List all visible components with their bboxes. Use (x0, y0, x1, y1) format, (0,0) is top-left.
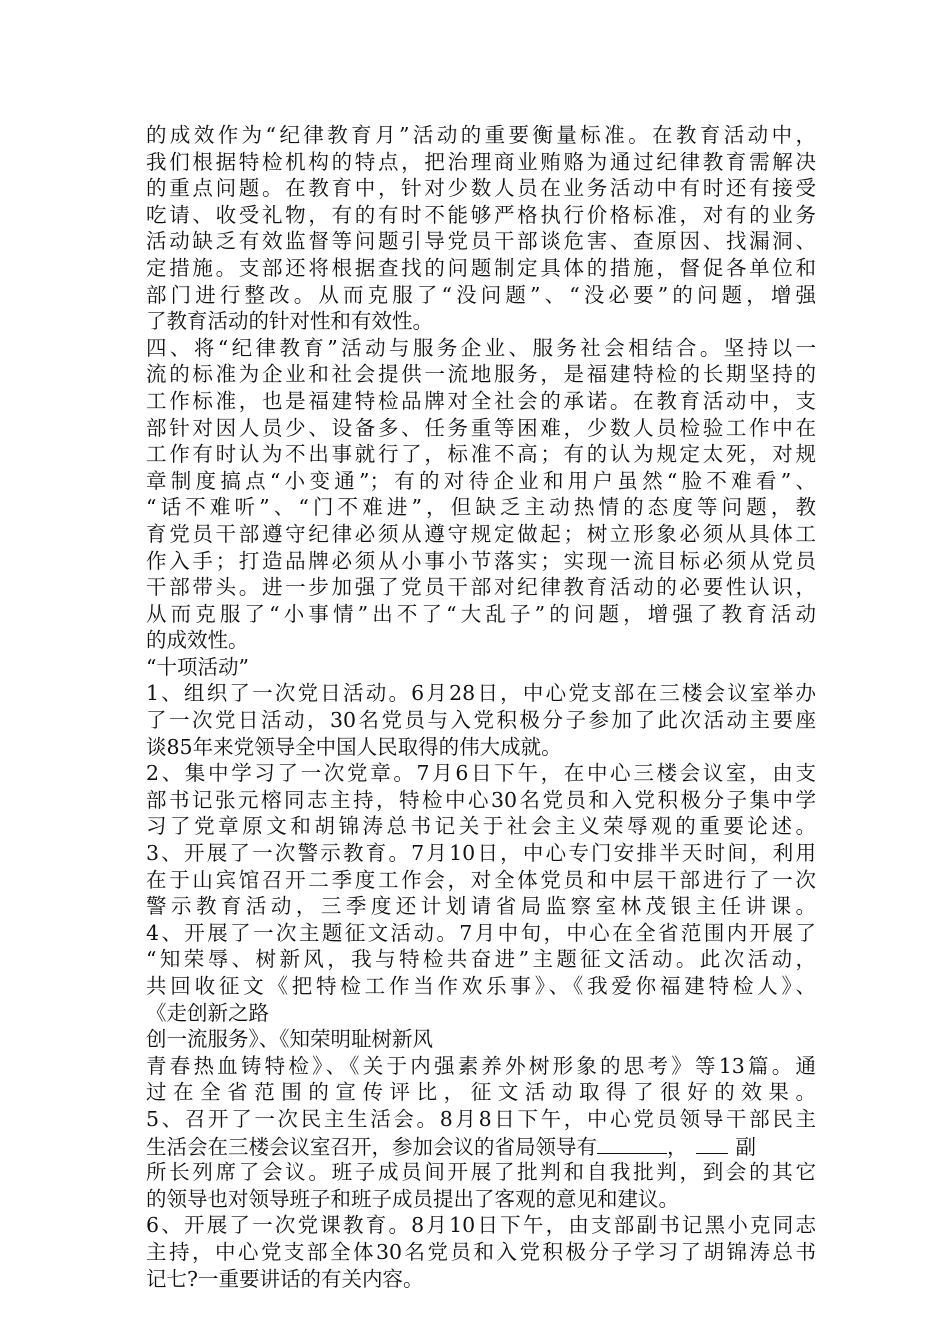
text-line: 工作有时认为不出事就行了，标准不高；有的认为规定太死，对规 (146, 442, 816, 467)
text-line: “话不难听”、“门不难进”，但缺乏主动热情的态度等问题，教 (146, 495, 816, 520)
text-line: 的重点问题。在教育中，针对少数人员在业务活动中有时还有接受 (146, 176, 816, 201)
text-line: 的领导也对领导班子和班子成员提出了客观的意见和建议。 (146, 1186, 679, 1211)
text-line: 6、开展了一次党课教育。8月10日下午，由支部副书记黑小克同志 (146, 1213, 816, 1238)
text-line: 《走创新之路 (146, 1000, 269, 1025)
text-line: 青春热血铸特检》、《关于内强素养外树形象的思考》等13篇。通 (146, 1053, 816, 1078)
text-fragment: 生活会在三楼会议室召开，参加会议的省局领导有 (146, 1134, 597, 1159)
text-fragment: ， (667, 1134, 688, 1159)
text-line: 干部带头。进一步加强了党员干部对纪律教育活动的必要性认识， (146, 575, 816, 600)
text-block-top (146, 122, 816, 1133)
text-line: 了教育活动的针对性和有效性。 (146, 309, 433, 334)
text-line: 流的标准为企业和社会提供一流地服务，是福建特检的长期坚持的 (146, 362, 816, 387)
text-line: 记七?一重要讲话的有关内容。 (146, 1266, 424, 1291)
text-line: 活动缺乏有效监督等问题引导党员干部谈危害、查原因、找漏洞、 (146, 229, 816, 254)
text-block-bottom (146, 1159, 816, 1292)
text-line: 的成效作为“纪律教育月”活动的重要衡量标准。在教育活动中， (146, 123, 816, 147)
text-line: 作入手；打造品牌必须从小事小节落实；实现一流目标必须从党员 (146, 548, 816, 573)
text-line: “十项活动” (146, 654, 249, 679)
text-line: 2、集中学习了一次党章。7月6日下午，在中心三楼会议室，由支 (146, 761, 816, 786)
text-line: 工作标准，也是福建特检品牌对全社会的承诺。在教育活动中，支 (146, 388, 816, 413)
text-line: 从而克服了“小事情”出不了“大乱子”的问题，增强了教育活动 (146, 601, 816, 626)
text-line: 警示教育活动，三季度还计划请省局监察室林茂银主任讲课。 (146, 894, 816, 919)
text-line: 章制度搞点“小变通”；有的对待企业和用户虽然“脸不难看”、 (146, 468, 816, 493)
text-line: 四、将“纪律教育”活动与服务企业、服务社会相结合。坚持以一 (146, 335, 816, 360)
text-line-with-blanks (146, 1133, 816, 1160)
text-line: 共回收征文《把特检工作当作欢乐事》、《我爱你福建特检人》、 (146, 974, 816, 998)
text-line: 部针对因人员少、设备多、任务重等困难，少数人员检验工作中在 (146, 415, 816, 440)
text-line: 我们根据特检机构的特点，把治理商业贿赂为通过纪律教育需解决 (146, 149, 816, 174)
text-line: 吃请、收受礼物，有的有时不能够严格执行价格标准，对有的业务 (146, 202, 816, 227)
text-line: 3、开展了一次警示教育。7月10日，中心专门安排半天时间，利用 (146, 841, 816, 866)
text-line: 的成效性。 (146, 628, 249, 653)
text-line: 创一流服务》、《知荣明耻树新风 (146, 1027, 433, 1052)
text-line: 定措施。支部还将根据查找的问题制定具体的措施，督促各单位和 (146, 255, 816, 280)
text-line: 了一次党日活动，30名党员与入党积极分子参加了此次活动主要座 (146, 708, 816, 733)
text-line: 在于山宾馆召开二季度工作会，对全体党员和中层干部进行了一次 (146, 867, 816, 892)
text-line: 谈85年来党领导全中国人民取得的伟大成就。 (146, 734, 562, 759)
text-line: 部书记张元榕同志主持，特检中心30名党员和入党积极分子集中学 (146, 787, 816, 812)
text-line: 过在全省范围的宣传评比，征文活动取得了很好的效果。 (146, 1080, 816, 1105)
text-line: 习了党章原文和胡锦涛总书记关于社会主义荣辱观的重要论述。 (146, 814, 816, 839)
text-line: “知荣辱、树新风，我与特检共奋进”主题征文活动。此次活动， (146, 947, 816, 972)
text-line: 育党员干部遵守纪律必须从遵守规定做起；树立形象必须从具体工 (146, 521, 816, 546)
fill-in-blank (696, 1133, 728, 1154)
text-line: 5、召开了一次民主生活会。8月8日下午，中心党员领导干部民主 (146, 1106, 816, 1131)
text-line: 部门进行整改。从而克服了“没问题”、“没必要”的问题，增强 (146, 282, 816, 307)
text-fragment: 副 (735, 1134, 756, 1159)
text-line: 所长列席了会议。班子成员间开展了批判和自我批判，到会的其它 (146, 1160, 816, 1185)
text-line: 1、组织了一次党日活动。6月28日，中心党支部在三楼会议室举办 (146, 681, 816, 706)
text-line: 4、开展了一次主题征文活动。7月中旬，中心在全省范围内开展了 (146, 920, 816, 945)
text-line: 主持，中心党支部全体30名党员和入党积极分子学习了胡锦涛总书 (146, 1239, 816, 1264)
fill-in-blank (597, 1133, 667, 1154)
document-body (146, 122, 816, 1292)
